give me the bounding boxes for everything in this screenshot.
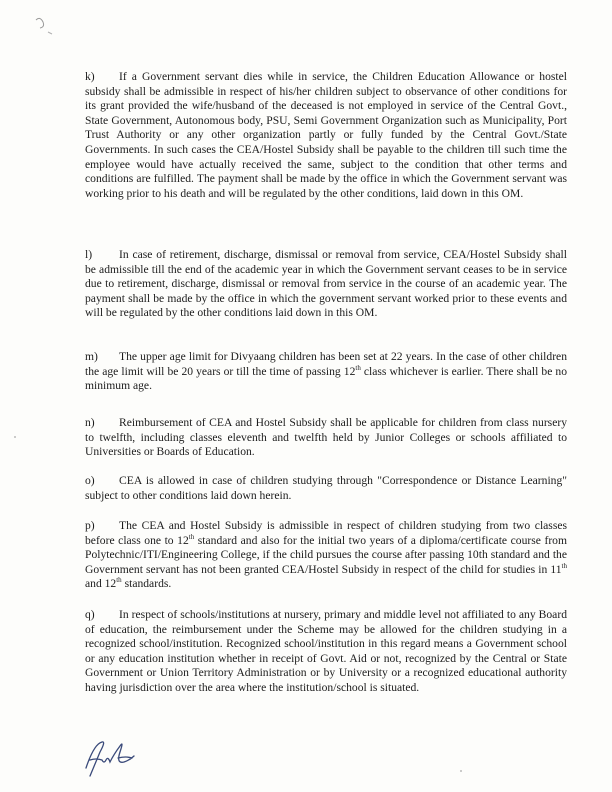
paragraph-text: The CEA and Hostel Subsidy is admissible in respect of children studying from two classes before class one to 12 (85, 519, 567, 547)
paragraph-label: l) (85, 248, 93, 261)
paragraph-text: The upper age limit for Divyaang children has been set at 22 years. In the case of other children the age limit will be 20 years or till the time of passing 12 (85, 350, 567, 378)
paragraph-text: and 12 (85, 577, 117, 591)
paragraph-label: n) (85, 416, 95, 429)
paragraph-q (85, 608, 567, 696)
paragraph-text: CEA is allowed in case of children studying through "Correspondence or Distance Learning" subject to other conditions laid down herein. (85, 474, 567, 502)
paragraph-text: class whichever is earlier. There shall be no minimum age. (85, 364, 568, 393)
superscript: th (188, 532, 195, 541)
superscript: th (355, 363, 361, 372)
paragraph-o (85, 474, 567, 503)
paragraph-label: m) (85, 350, 98, 363)
paragraph-text: In respect of schools/institutions at nursery, primary and middle level not affiliated to any Board of education, the reimbursement under the Scheme may be allowed for the children studying in a recognized school/institution. Recognized school/institution in this regard means a Government school or any education institution whether in receipt of Govt. Aid or not, recognized by the Central or State Government or Union Territory Administration or by University or a recognized educational authority having jurisdiction over the area where the institution/school is situated. (85, 608, 567, 694)
paragraph-label: q) (85, 608, 95, 621)
scan-speck (14, 436, 16, 438)
paragraph-l (85, 248, 567, 321)
paragraph-text: standards. (121, 577, 172, 591)
paragraph-n (85, 416, 567, 460)
paragraph-label: k) (85, 70, 95, 83)
paragraph-label: p) (85, 519, 95, 532)
scan-mark-icon (30, 14, 70, 44)
paragraph-p (85, 519, 567, 592)
paragraph-text: Reimbursement of CEA and Hostel Subsidy shall be applicable for children from class nursery to twelfth, including classes eleventh and twelfth held by Junior Colleges or schools affiliated to Universities or Boards of Education. (85, 416, 567, 459)
paragraph-m (85, 350, 567, 394)
paragraph-text: standard and also for the initial two years of a diploma/certificate course from Polytechnic/ITI/Engineering College, if the child pursues the course after passing 10th standard and the Government servant has not been granted CEA/Hostel Subsidy in respect of the child for studies in 11 (85, 533, 567, 576)
superscript: th (561, 561, 567, 570)
paragraph-text: In case of retirement, discharge, dismissal or removal from service, CEA/Hostel Subsidy shall be admissible till the end of the academic year in which the Government servant ceases to be in service due to retirement, discharge, dismissal or removal from service in the course of an academic year. The payment shall be made by the office in which the government servant worked prior to these events and will be regulated by the other conditions laid down in this OM. (85, 248, 567, 320)
superscript: th (116, 576, 122, 585)
paragraph-text: If a Government servant dies while in service, the Children Education Allowance or hostel subsidy shall be admissible in respect of his/her children subject to observance of other conditions for its grant provided the wife/husband of the deceased is not employed in service of the Central Govt., State Government, Autonomous body, PSU, Semi Government Organization such as Municipality, Port Trust Authority or any other organization partly or fully funded by the Central Govt./State Governments. In such cases the CEA/Hostel Subsidy shall be payable to the children till such time the employee would have actually received the same, subject to the condition that other terms and conditions are fulfilled. The payment shall be made by the office in which the Government servant was working prior to his death and will be regulated by the other conditions, laid down in this OM. (85, 70, 567, 200)
scan-speck (460, 770, 462, 772)
paragraph-k (85, 70, 567, 201)
paragraph-label: o) (85, 474, 95, 487)
signature (80, 734, 160, 780)
